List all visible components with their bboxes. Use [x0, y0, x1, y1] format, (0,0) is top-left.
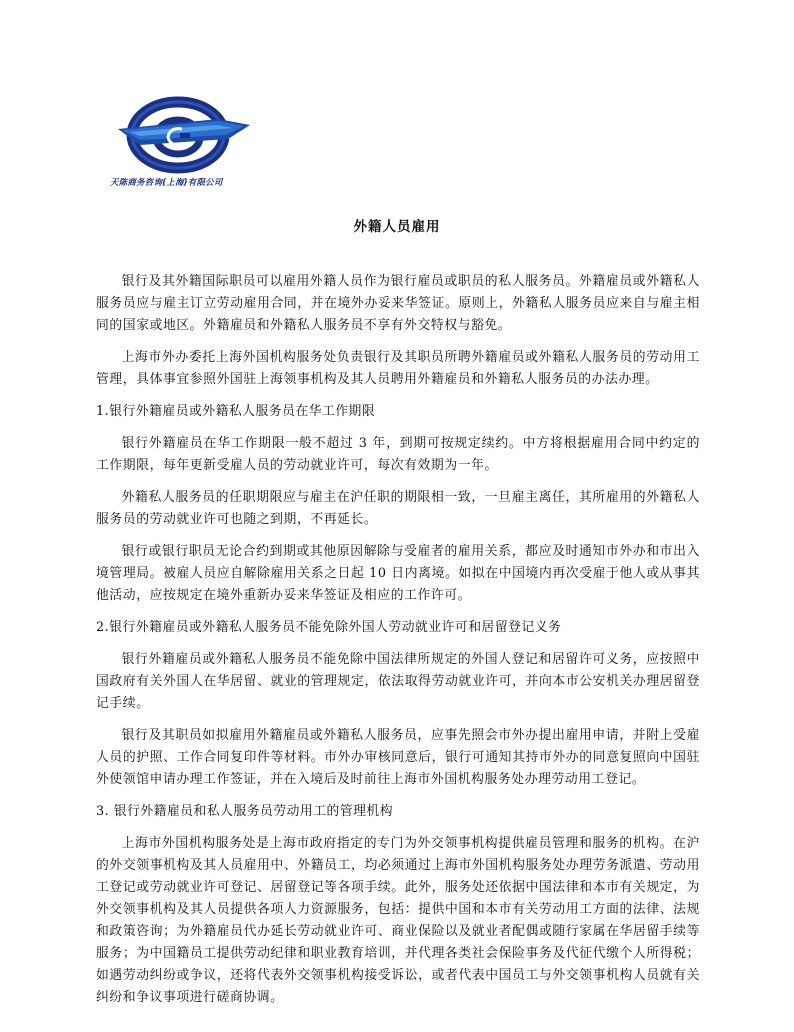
- section-heading: 3. 银行外籍雇员和私人服务员劳动用工的管理机构: [96, 804, 394, 819]
- section-heading: 1.银行外籍雇员或外籍私人服务员在华工作期限: [96, 404, 376, 419]
- intro-paragraph: 上海市外办委托上海外国机构服务处负责银行及其职员所聘外籍雇员或外籍私人服务员的劳动用工管理，具体事宜参照外国驻上海领事机构及其人员聘用外籍雇员和外籍私人服务员的办法办理。: [96, 350, 700, 387]
- document-title: 外籍人员雇用: [353, 219, 441, 235]
- section-heading: 2.银行外籍雇员或外籍私人服务员不能免除外国人劳动就业许可和居留登记义务: [96, 620, 562, 635]
- logo-company-name: 天陈商务咨询(上海)有限公司: [110, 178, 223, 188]
- logo-emblem-icon: [110, 95, 260, 177]
- section-paragraph: 银行外籍雇员在华工作期限一般不超过 3 年，到期可按规定续约。中方将根据雇用合同中约定的工作期限，每年更新受雇人员的劳动就业许可，每次有效期为一年。: [96, 436, 700, 473]
- document-body: [96, 271, 700, 1019]
- section-paragraph: 外籍私人服务员的任职期限应与雇主在沪任职的期限相一致，一旦雇主离任，其所雇用的外籍私人服务员的劳动就业许可也随之到期，不再延长。: [96, 490, 700, 527]
- section-paragraph: 银行或银行职员无论合约到期或其他原因解除与受雇者的雇用关系，都应及时通知市外办和市出入境管理局。被雇人员应自解除雇用关系之日起 10 日内离境。如拟在中国境内再次受雇于他人或从事其他活动，应按规定在境外重新办妥来华签证及相应的工作许可。: [96, 544, 700, 603]
- section-paragraph: 银行外籍雇员或外籍私人服务员不能免除中国法律所规定的外国人登记和居留许可义务，应按照中国政府有关外国人在华居留、就业的管理规定，依法取得劳动就业许可，并向本市公安机关办理居留登记手续。: [96, 652, 700, 711]
- section-paragraph: 上海市外国机构服务处是上海市政府指定的专门为外交领事机构提供雇员管理和服务的机构。在沪的外交领事机构及其人员雇用中、外籍员工，均必须通过上海市外国机构服务处办理劳务派遣、劳动用工登记或劳动就业许可登记、居留登记等各项手续。此外，服务处还依据中国法律和本市有关规定，为外交领事机构及其人员提供各项人力资源服务，包括：提供中国和本市有关劳动用工方面的法律、法规和政策咨询；为外籍雇员代办延长劳动就业许可、商业保险以及就业者配偶或随行家属在华居留手续等服务；为中国籍员工提供劳动纪律和职业教育培训，并代理各类社会保险事务及代征代缴个人所得税；如遇劳动纠纷或争议，还将代表外交领事机构接受诉讼，或者代表中国员工与外交领事机构人员就有关纠纷和争议事项进行磋商协调。: [96, 836, 700, 1005]
- intro-paragraph: 银行及其外籍国际职员可以雇用外籍人员作为银行雇员或职员的私人服务员。外籍雇员或外籍私人服务员应与雇主订立劳动雇用合同，并在境外办妥来华签证。原则上，外籍私人服务员应来自与雇主相同的国家或地区。外籍雇员和外籍私人服务员不享有外交特权与豁免。: [96, 274, 700, 333]
- section-paragraph: 银行及其职员如拟雇用外籍雇员或外籍私人服务员，应事先照会市外办提出雇用申请，并附上受雇人员的护照、工作合同复印件等材料。市外办审核同意后，银行可通知其持市外办的同意复照向中国驻外使领馆申请办理工作签证，并在入境后及时前往上海市外国机构服务处办理劳动用工登记。: [96, 728, 700, 787]
